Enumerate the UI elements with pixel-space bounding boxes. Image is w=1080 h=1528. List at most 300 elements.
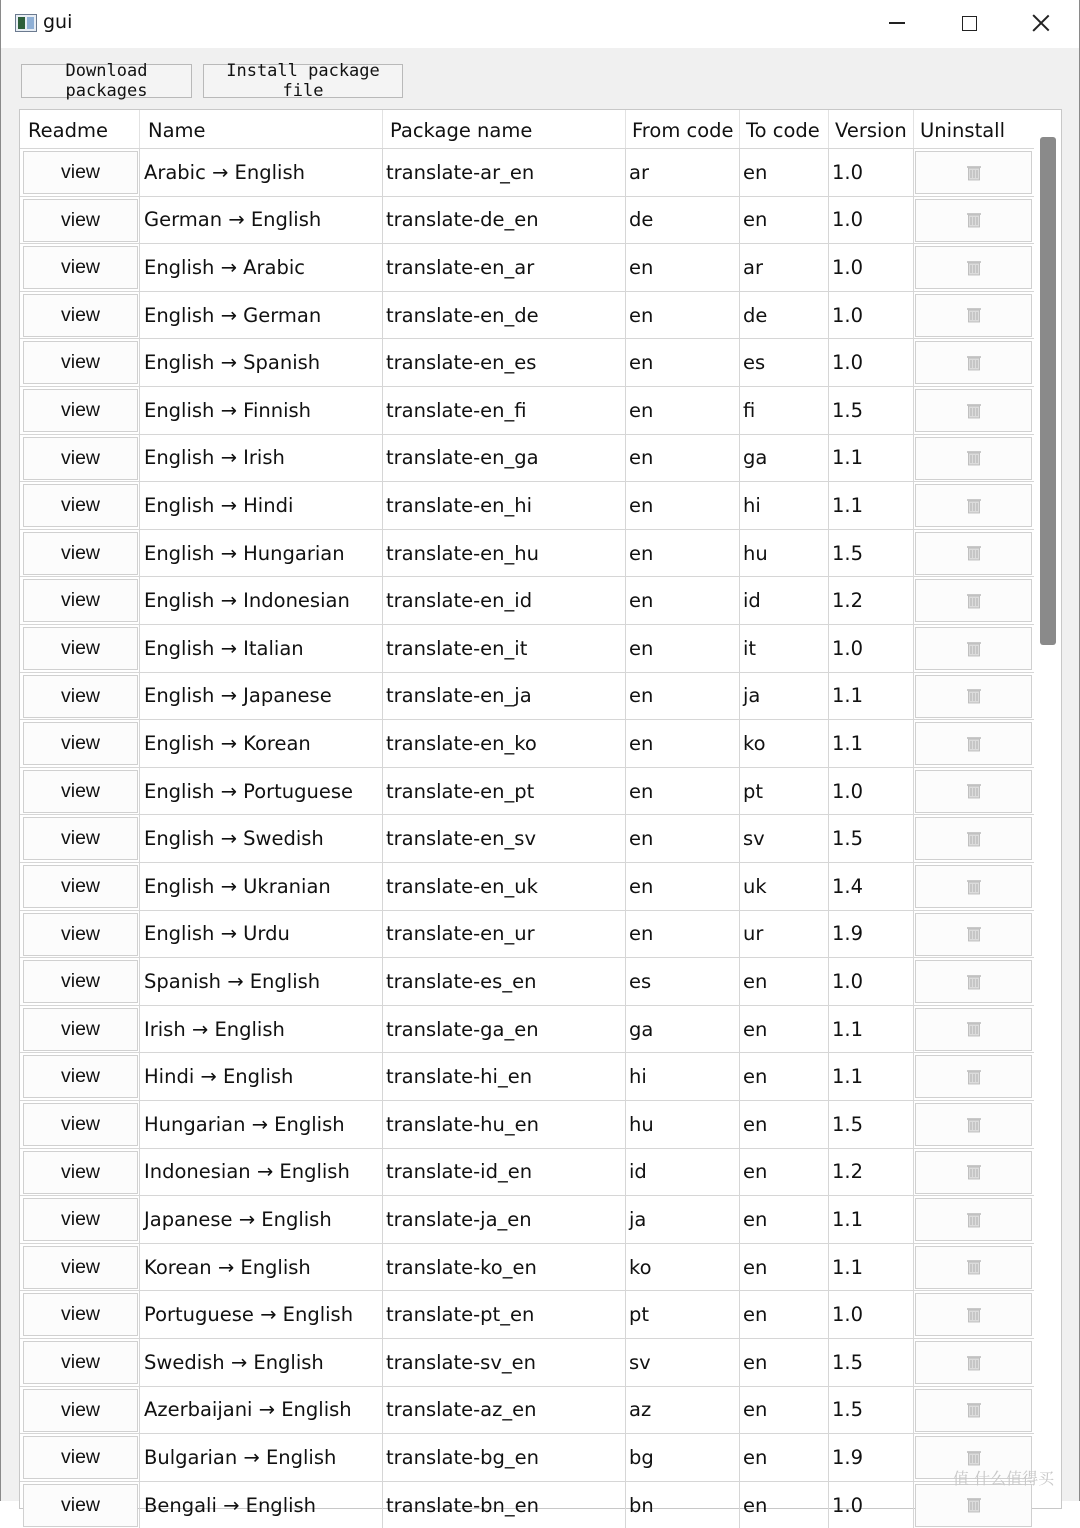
package-name-cell: translate-bn_en — [383, 1482, 626, 1528]
package-name-cell: translate-ko_en — [383, 1244, 626, 1291]
view-readme-button[interactable]: view — [23, 627, 138, 670]
maximize-icon — [962, 16, 977, 31]
package-name-cell: translate-en_fi — [383, 387, 626, 434]
table-row — [20, 338, 1034, 386]
name-cell: Azerbaijani → English — [140, 1387, 383, 1434]
view-readme-button[interactable]: view — [23, 1055, 138, 1098]
uninstall-button[interactable] — [915, 960, 1032, 1003]
package-name-cell: translate-hi_en — [383, 1053, 626, 1100]
trash-icon — [965, 259, 983, 277]
trash-icon — [965, 1020, 983, 1038]
table-row — [20, 243, 1034, 291]
to-code-cell: en — [740, 1196, 829, 1243]
name-cell: Japanese → English — [140, 1196, 383, 1243]
view-readme-button[interactable]: view — [23, 1484, 138, 1527]
from-code-cell: en — [626, 625, 740, 672]
to-code-cell: it — [740, 625, 829, 672]
uninstall-button[interactable] — [915, 1484, 1032, 1527]
version-cell: 1.5 — [829, 530, 914, 577]
name-cell: Portuguese → English — [140, 1291, 383, 1338]
view-readme-button[interactable]: view — [23, 389, 138, 432]
readme-cell — [20, 1149, 140, 1196]
from-code-cell: hi — [626, 1053, 740, 1100]
table-row — [20, 1243, 1034, 1291]
name-cell: English → Indonesian — [140, 577, 383, 624]
from-code-cell: en — [626, 815, 740, 862]
uninstall-button[interactable] — [915, 579, 1032, 622]
view-readme-button[interactable]: view — [23, 484, 138, 527]
trash-icon — [965, 1401, 983, 1419]
version-cell: 1.5 — [829, 1387, 914, 1434]
to-code-cell: en — [740, 149, 829, 196]
table-row — [20, 1433, 1034, 1481]
package-name-cell: translate-bg_en — [383, 1434, 626, 1481]
table-row — [20, 862, 1034, 910]
to-code-cell: en — [740, 1053, 829, 1100]
trash-icon — [965, 782, 983, 800]
from-code-cell: en — [626, 387, 740, 434]
readme-cell — [20, 863, 140, 910]
view-readme-button[interactable]: view — [23, 437, 138, 480]
package-name-cell: translate-en_ko — [383, 720, 626, 767]
view-readme-button[interactable]: view — [23, 817, 138, 860]
packages-table — [19, 109, 1062, 1517]
to-code-cell: uk — [740, 863, 829, 910]
version-cell: 1.0 — [829, 197, 914, 244]
trash-icon — [965, 640, 983, 658]
trash-icon — [965, 735, 983, 753]
uninstall-button[interactable] — [915, 389, 1032, 432]
package-name-cell: translate-en_ga — [383, 435, 626, 482]
package-name-cell: translate-es_en — [383, 958, 626, 1005]
header-package-name[interactable]: Package name — [383, 110, 626, 150]
download-packages-button[interactable]: Download packages — [21, 64, 192, 98]
trash-icon — [965, 497, 983, 515]
table-row — [20, 1290, 1034, 1338]
trash-icon — [965, 1449, 983, 1467]
header-name[interactable]: Name — [140, 110, 383, 150]
maximize-button[interactable] — [933, 0, 1005, 46]
header-to-code[interactable]: To code — [740, 110, 829, 150]
trash-icon — [965, 211, 983, 229]
version-cell: 1.1 — [829, 673, 914, 720]
package-name-cell: translate-en_de — [383, 292, 626, 339]
view-readme-button[interactable]: view — [23, 532, 138, 575]
table-row — [20, 1100, 1034, 1148]
package-name-cell: translate-en_ja — [383, 673, 626, 720]
to-code-cell: ko — [740, 720, 829, 767]
readme-cell — [20, 1434, 140, 1481]
uninstall-button[interactable] — [915, 1055, 1032, 1098]
view-readme-button[interactable]: view — [23, 1246, 138, 1289]
name-cell: Arabic → English — [140, 149, 383, 196]
uninstall-button[interactable] — [915, 627, 1032, 670]
table-row — [20, 814, 1034, 862]
view-readme-button[interactable]: view — [23, 1008, 138, 1051]
name-cell: Korean → English — [140, 1244, 383, 1291]
package-name-cell: translate-id_en — [383, 1149, 626, 1196]
trash-icon — [965, 973, 983, 991]
version-cell: 1.1 — [829, 482, 914, 529]
table-row — [20, 291, 1034, 339]
readme-cell — [20, 435, 140, 482]
from-code-cell: ar — [626, 149, 740, 196]
table-row — [20, 1338, 1034, 1386]
version-cell: 1.0 — [829, 768, 914, 815]
package-name-cell: translate-en_uk — [383, 863, 626, 910]
from-code-cell: de — [626, 197, 740, 244]
trash-icon — [965, 878, 983, 896]
name-cell: Spanish → English — [140, 958, 383, 1005]
header-version[interactable]: Version — [829, 110, 914, 150]
minimize-button[interactable] — [861, 0, 933, 46]
to-code-cell: en — [740, 1434, 829, 1481]
package-name-cell: translate-en_hu — [383, 530, 626, 577]
to-code-cell: ur — [740, 911, 829, 958]
name-cell: Indonesian → English — [140, 1149, 383, 1196]
version-cell: 1.2 — [829, 577, 914, 624]
uninstall-button[interactable] — [915, 1008, 1032, 1051]
view-readme-button[interactable]: view — [23, 675, 138, 718]
readme-cell — [20, 1291, 140, 1338]
version-cell: 1.2 — [829, 1149, 914, 1196]
to-code-cell: en — [740, 1101, 829, 1148]
uninstall-button[interactable] — [915, 151, 1032, 194]
version-cell: 1.1 — [829, 1244, 914, 1291]
table-row — [20, 434, 1034, 482]
view-readme-button[interactable]: view — [23, 341, 138, 384]
view-readme-button[interactable]: view — [23, 1341, 138, 1384]
uninstall-button[interactable] — [915, 817, 1032, 860]
version-cell: 1.9 — [829, 911, 914, 958]
package-name-cell: translate-en_sv — [383, 815, 626, 862]
from-code-cell: ko — [626, 1244, 740, 1291]
uninstall-button[interactable] — [915, 1198, 1032, 1241]
to-code-cell: en — [740, 1006, 829, 1053]
name-cell: English → Japanese — [140, 673, 383, 720]
from-code-cell: en — [626, 435, 740, 482]
trash-icon — [965, 1306, 983, 1324]
package-name-cell: translate-pt_en — [383, 1291, 626, 1338]
from-code-cell: ga — [626, 1006, 740, 1053]
name-cell: Bulgarian → English — [140, 1434, 383, 1481]
uninstall-button[interactable] — [915, 484, 1032, 527]
version-cell: 1.0 — [829, 149, 914, 196]
view-readme-button[interactable]: view — [23, 1103, 138, 1146]
name-cell: English → Urdu — [140, 911, 383, 958]
from-code-cell: en — [626, 530, 740, 577]
to-code-cell: en — [740, 1291, 829, 1338]
to-code-cell: en — [740, 197, 829, 244]
package-name-cell: translate-en_hi — [383, 482, 626, 529]
package-name-cell: translate-de_en — [383, 197, 626, 244]
trash-icon — [965, 354, 983, 372]
from-code-cell: bg — [626, 1434, 740, 1481]
view-readme-button[interactable]: view — [23, 1436, 138, 1479]
from-code-cell: en — [626, 720, 740, 767]
name-cell: English → Finnish — [140, 387, 383, 434]
name-cell: Swedish → English — [140, 1339, 383, 1386]
table-header — [20, 110, 1040, 150]
version-cell: 1.0 — [829, 339, 914, 386]
to-code-cell: en — [740, 1244, 829, 1291]
package-name-cell: translate-ja_en — [383, 1196, 626, 1243]
readme-cell — [20, 625, 140, 672]
trash-icon — [965, 1496, 983, 1514]
uninstall-button[interactable] — [915, 294, 1032, 337]
uninstall-button[interactable] — [915, 1151, 1032, 1194]
view-readme-button[interactable]: view — [23, 579, 138, 622]
version-cell: 1.1 — [829, 1196, 914, 1243]
from-code-cell: en — [626, 863, 740, 910]
to-code-cell: hu — [740, 530, 829, 577]
header-uninstall[interactable]: Uninstall — [920, 118, 1005, 142]
version-cell: 1.1 — [829, 1053, 914, 1100]
version-cell: 1.4 — [829, 863, 914, 910]
readme-cell — [20, 768, 140, 815]
from-code-cell: en — [626, 339, 740, 386]
readme-cell — [20, 530, 140, 577]
readme-cell — [20, 815, 140, 862]
version-cell: 1.0 — [829, 244, 914, 291]
trash-icon — [965, 306, 983, 324]
trash-icon — [965, 1116, 983, 1134]
version-cell: 1.0 — [829, 625, 914, 672]
from-code-cell: sv — [626, 1339, 740, 1386]
readme-cell — [20, 958, 140, 1005]
uninstall-button[interactable] — [915, 437, 1032, 480]
view-readme-button[interactable]: view — [23, 960, 138, 1003]
table-row — [20, 1386, 1034, 1434]
to-code-cell: es — [740, 339, 829, 386]
to-code-cell: en — [740, 1482, 829, 1528]
name-cell: Irish → English — [140, 1006, 383, 1053]
readme-cell — [20, 720, 140, 767]
close-button[interactable] — [1005, 0, 1077, 46]
name-cell: Hungarian → English — [140, 1101, 383, 1148]
readme-cell — [20, 387, 140, 434]
view-readme-button[interactable]: view — [23, 1293, 138, 1336]
package-name-cell: translate-sv_en — [383, 1339, 626, 1386]
version-cell: 1.5 — [829, 1339, 914, 1386]
install-package-file-button[interactable]: Install package file — [203, 64, 403, 98]
header-readme[interactable]: Readme — [20, 110, 140, 150]
table-row — [20, 1005, 1034, 1053]
trash-icon — [965, 402, 983, 420]
version-cell: 1.1 — [829, 720, 914, 767]
trash-icon — [965, 1354, 983, 1372]
to-code-cell: de — [740, 292, 829, 339]
readme-cell — [20, 1339, 140, 1386]
from-code-cell: en — [626, 768, 740, 815]
toolbar — [1, 48, 1079, 108]
table-row — [20, 529, 1034, 577]
trash-icon — [965, 164, 983, 182]
from-code-cell: es — [626, 958, 740, 1005]
readme-cell — [20, 1053, 140, 1100]
to-code-cell: hi — [740, 482, 829, 529]
name-cell: English → Italian — [140, 625, 383, 672]
readme-cell — [20, 673, 140, 720]
name-cell: English → Spanish — [140, 339, 383, 386]
uninstall-button[interactable] — [915, 1246, 1032, 1289]
to-code-cell: ja — [740, 673, 829, 720]
to-code-cell: en — [740, 1339, 829, 1386]
minimize-icon — [889, 22, 905, 24]
view-readme-button[interactable]: view — [23, 770, 138, 813]
to-code-cell: id — [740, 577, 829, 624]
view-readme-button[interactable]: view — [23, 722, 138, 765]
readme-cell — [20, 911, 140, 958]
uninstall-button[interactable] — [915, 913, 1032, 956]
app-window-icon — [15, 14, 37, 32]
from-code-cell: ja — [626, 1196, 740, 1243]
readme-cell — [20, 482, 140, 529]
to-code-cell: en — [740, 958, 829, 1005]
uninstall-button[interactable] — [915, 675, 1032, 718]
version-cell: 1.0 — [829, 1291, 914, 1338]
trash-icon — [965, 925, 983, 943]
package-name-cell: translate-hu_en — [383, 1101, 626, 1148]
to-code-cell: sv — [740, 815, 829, 862]
trash-icon — [965, 544, 983, 562]
version-cell: 1.1 — [829, 1006, 914, 1053]
package-name-cell: translate-en_ur — [383, 911, 626, 958]
readme-cell — [20, 339, 140, 386]
table-row — [20, 1148, 1034, 1196]
name-cell: English → Hungarian — [140, 530, 383, 577]
readme-cell — [20, 149, 140, 196]
package-name-cell: translate-ga_en — [383, 1006, 626, 1053]
name-cell: English → Portuguese — [140, 768, 383, 815]
watermark-text: 值 什么值得买 — [953, 1469, 1055, 1488]
table-row — [20, 1481, 1034, 1528]
table-row — [20, 576, 1034, 624]
name-cell: Hindi → English — [140, 1053, 383, 1100]
vertical-scrollbar[interactable] — [1040, 137, 1056, 645]
from-code-cell: id — [626, 1149, 740, 1196]
from-code-cell: bn — [626, 1482, 740, 1528]
name-cell: English → Swedish — [140, 815, 383, 862]
uninstall-button[interactable] — [915, 1341, 1032, 1384]
from-code-cell: en — [626, 911, 740, 958]
uninstall-button[interactable] — [915, 1103, 1032, 1146]
table-row — [20, 1052, 1034, 1100]
view-readme-button[interactable]: view — [23, 151, 138, 194]
package-name-cell: translate-ar_en — [383, 149, 626, 196]
table-row — [20, 148, 1034, 196]
uninstall-button[interactable] — [915, 865, 1032, 908]
table-row — [20, 624, 1034, 672]
table-row — [20, 386, 1034, 434]
package-name-cell: translate-az_en — [383, 1387, 626, 1434]
uninstall-button[interactable] — [915, 722, 1032, 765]
uninstall-button[interactable] — [915, 770, 1032, 813]
trash-icon — [965, 449, 983, 467]
from-code-cell: en — [626, 577, 740, 624]
table-row — [20, 481, 1034, 529]
readme-cell — [20, 1244, 140, 1291]
readme-cell — [20, 197, 140, 244]
window-title: gui — [43, 11, 73, 33]
trash-icon — [965, 687, 983, 705]
uninstall-button[interactable] — [915, 199, 1032, 242]
uninstall-button[interactable] — [915, 246, 1032, 289]
package-name-cell: translate-en_es — [383, 339, 626, 386]
readme-cell — [20, 244, 140, 291]
to-code-cell: ar — [740, 244, 829, 291]
name-cell: English → Ukranian — [140, 863, 383, 910]
trash-icon — [965, 830, 983, 848]
view-readme-button[interactable]: view — [23, 1389, 138, 1432]
name-cell: English → Arabic — [140, 244, 383, 291]
version-cell: 1.0 — [829, 292, 914, 339]
package-name-cell: translate-en_pt — [383, 768, 626, 815]
readme-cell — [20, 1387, 140, 1434]
uninstall-button[interactable] — [915, 1293, 1032, 1336]
uninstall-button[interactable] — [915, 1389, 1032, 1432]
title-bar[interactable] — [1, 0, 1079, 48]
view-readme-button[interactable]: view — [23, 1151, 138, 1194]
table-row — [20, 957, 1034, 1005]
version-cell: 1.9 — [829, 1434, 914, 1481]
readme-cell — [20, 577, 140, 624]
to-code-cell: en — [740, 1149, 829, 1196]
view-readme-button[interactable]: view — [23, 246, 138, 289]
view-readme-button[interactable]: view — [23, 865, 138, 908]
view-readme-button[interactable]: view — [23, 913, 138, 956]
readme-cell — [20, 1196, 140, 1243]
view-readme-button[interactable]: view — [23, 294, 138, 337]
to-code-cell: en — [740, 1387, 829, 1434]
trash-icon — [965, 1258, 983, 1276]
name-cell: Bengali → English — [140, 1482, 383, 1528]
readme-cell — [20, 1482, 140, 1528]
version-cell: 1.0 — [829, 1482, 914, 1528]
name-cell: English → Hindi — [140, 482, 383, 529]
header-from-code[interactable]: From code — [626, 110, 740, 150]
from-code-cell: pt — [626, 1291, 740, 1338]
table-row — [20, 1195, 1034, 1243]
table-row — [20, 767, 1034, 815]
version-cell: 1.0 — [829, 958, 914, 1005]
view-readme-button[interactable]: view — [23, 1198, 138, 1241]
name-cell: English → German — [140, 292, 383, 339]
table-row — [20, 910, 1034, 958]
package-name-cell: translate-en_it — [383, 625, 626, 672]
version-cell: 1.5 — [829, 815, 914, 862]
readme-cell — [20, 1101, 140, 1148]
from-code-cell: en — [626, 244, 740, 291]
view-readme-button[interactable]: view — [23, 199, 138, 242]
table-row — [20, 672, 1034, 720]
table-row — [20, 196, 1034, 244]
trash-icon — [965, 1068, 983, 1086]
from-code-cell: az — [626, 1387, 740, 1434]
table-row — [20, 719, 1034, 767]
readme-cell — [20, 1006, 140, 1053]
uninstall-button[interactable] — [915, 532, 1032, 575]
name-cell: German → English — [140, 197, 383, 244]
from-code-cell: hu — [626, 1101, 740, 1148]
from-code-cell: en — [626, 673, 740, 720]
to-code-cell: pt — [740, 768, 829, 815]
from-code-cell: en — [626, 482, 740, 529]
from-code-cell: en — [626, 292, 740, 339]
to-code-cell: fi — [740, 387, 829, 434]
trash-icon — [965, 1163, 983, 1181]
uninstall-button[interactable] — [915, 341, 1032, 384]
